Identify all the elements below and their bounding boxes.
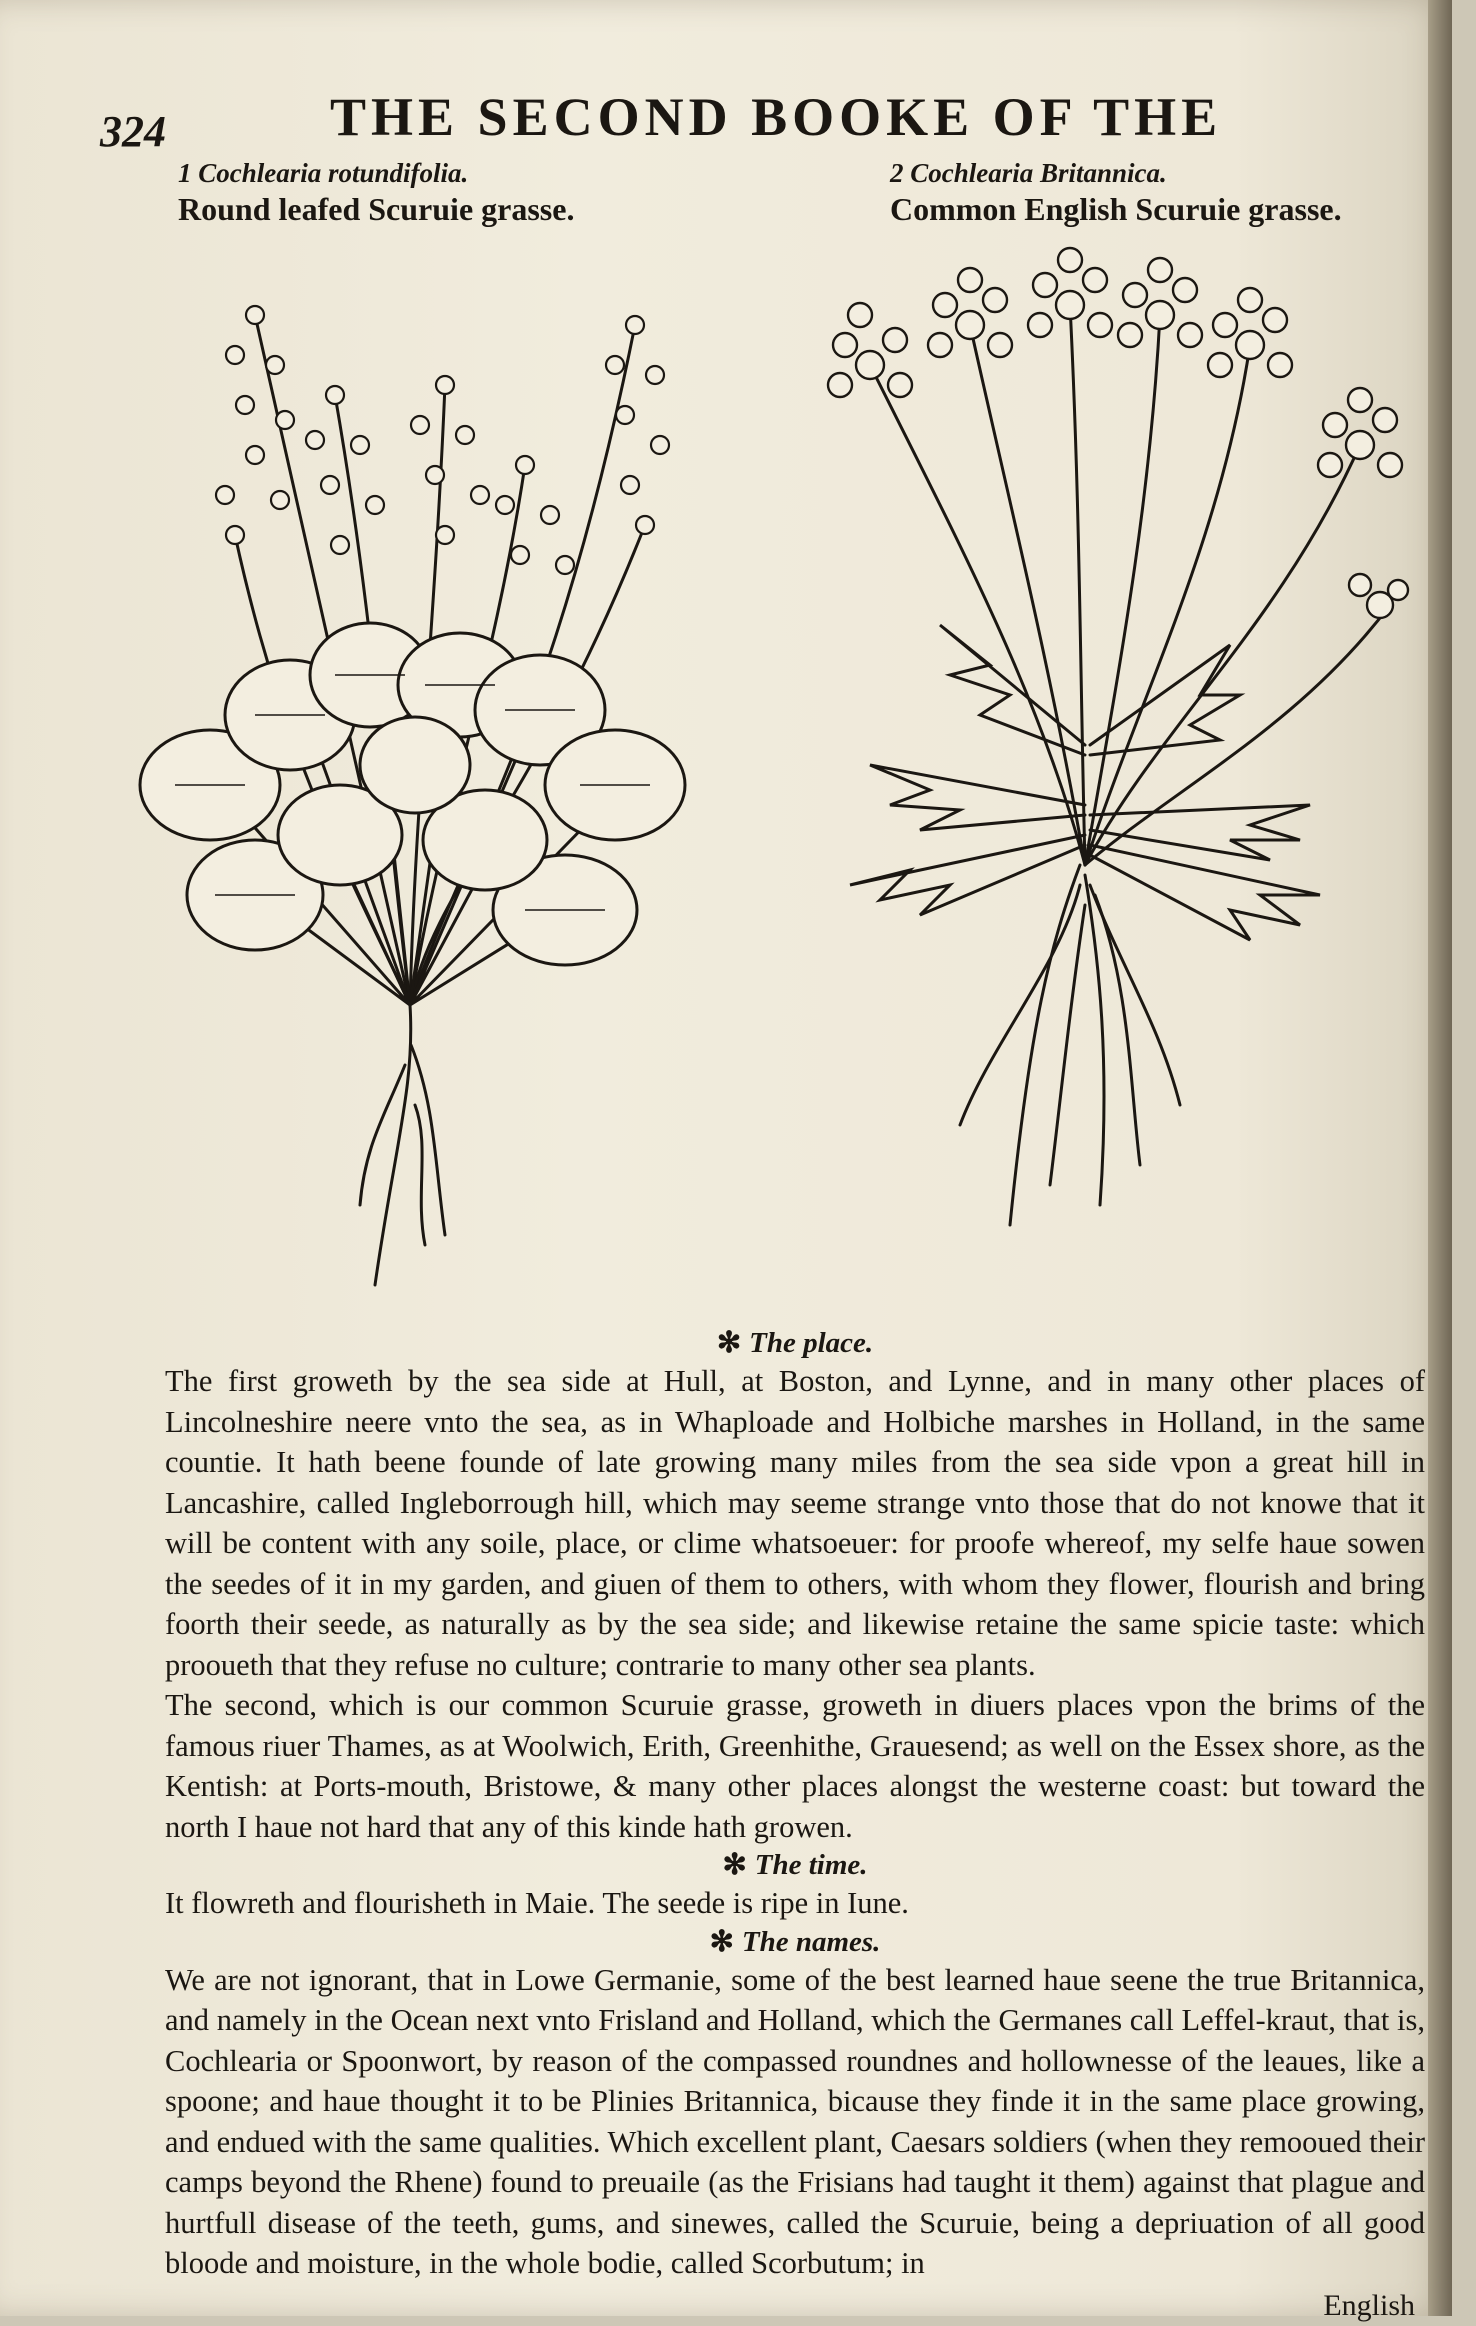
woodcut-common-english-scurvy-grass	[800, 245, 1410, 1255]
figure-2-latin-name: 2 Cochlearia Britannica.	[890, 158, 1342, 189]
catchword: English	[165, 2286, 1425, 2326]
woodcut-round-leafed-scurvy-grass	[115, 245, 705, 1305]
figure-1-latin-name: 1 Cochlearia rotundifolia.	[178, 158, 574, 189]
paragraph-place-1: The first groweth by the sea side at Hull, at Boston, and Lynne, and in many other places of Lincolneshire neere vnto the sea, as in Whaploade and Holbiche marshes in Holland, in the same countie. It hath beene founde of late growing many miles from the sea side vpon a great hill in Lancashire, called Ingleborrough hill, which may seeme strange vnto those that do not knowe that it will be content with any soile, place, or clime whatsoeuer: for proofe whereof, my selfe haue sowen the seedes of it in my garden, and giuen of them to others, with whom they flower, flourish and bring foorth their seede, as naturally as by the sea side; and likewise retaine the same spicie taste: which prooueth that they refuse no culture; contrarie to many other sea plants.	[165, 1361, 1425, 1685]
asterism-icon: ✻	[722, 1849, 746, 1881]
section-heading-names: ✻ The names.	[165, 1924, 1425, 1960]
paragraph-place-2: The second, which is our common Scuruie grasse, groweth in diuers places vpon the brims of the famous riuer Thames, as at Woolwich, Erith, Greenhithe, Grauesend; as well on the Essex shore, as the Kentish: at Ports-mouth, Bristowe, & many other places alongst the westerne coast: but toward the north I haue not hard that any of this kinde hath growen.	[165, 1685, 1425, 1847]
paragraph-names-1: We are not ignorant, that in Lowe Germanie, some of the best learned haue seene the true Britannica, and namely in the Ocean next vnto Frisland and Holland, which the Germanes call Leffel-kraut, that is, Cochlearia or Spoonwort, by reason of the compassed roundnes and hollownesse of the leaues, like a spoone; and haue thought it to be Plinies Britannica, bicause they finde it in the same place growing, and endued with the same qualities. Which excellent plant, Caesars soldiers (when they remooued their camps beyond the Rhene) found to preuaile (as the Frisians had taught it them) against that plague and hurtfull disease of the teeth, gums, and sinewes, called the Scuruie, being a depriuation of all good bloode and moisture, in the whole bodie, called Scorbutum; in	[165, 1960, 1425, 2284]
section-heading-place: ✻ The place.	[165, 1325, 1425, 1361]
figure-2-english-name: Common English Scuruie grasse.	[890, 191, 1342, 228]
asterism-icon: ✻	[710, 1926, 734, 1958]
asterism-icon: ✻	[717, 1327, 741, 1359]
running-title: THE SECOND BOOKE OF THE	[330, 86, 1222, 148]
body-text	[165, 1325, 1425, 2326]
figure-caption-1	[178, 158, 574, 228]
figure-1-english-name: Round leafed Scuruie grasse.	[178, 191, 574, 228]
page-number: 324	[100, 106, 166, 157]
page-edge	[1428, 0, 1452, 2316]
paragraph-time-1: It flowreth and flourisheth in Maie. The seede is ripe in Iune.	[165, 1883, 1425, 1924]
section-heading-time: ✻ The time.	[165, 1847, 1425, 1883]
running-head	[90, 80, 1390, 150]
figure-caption-2	[890, 158, 1342, 228]
